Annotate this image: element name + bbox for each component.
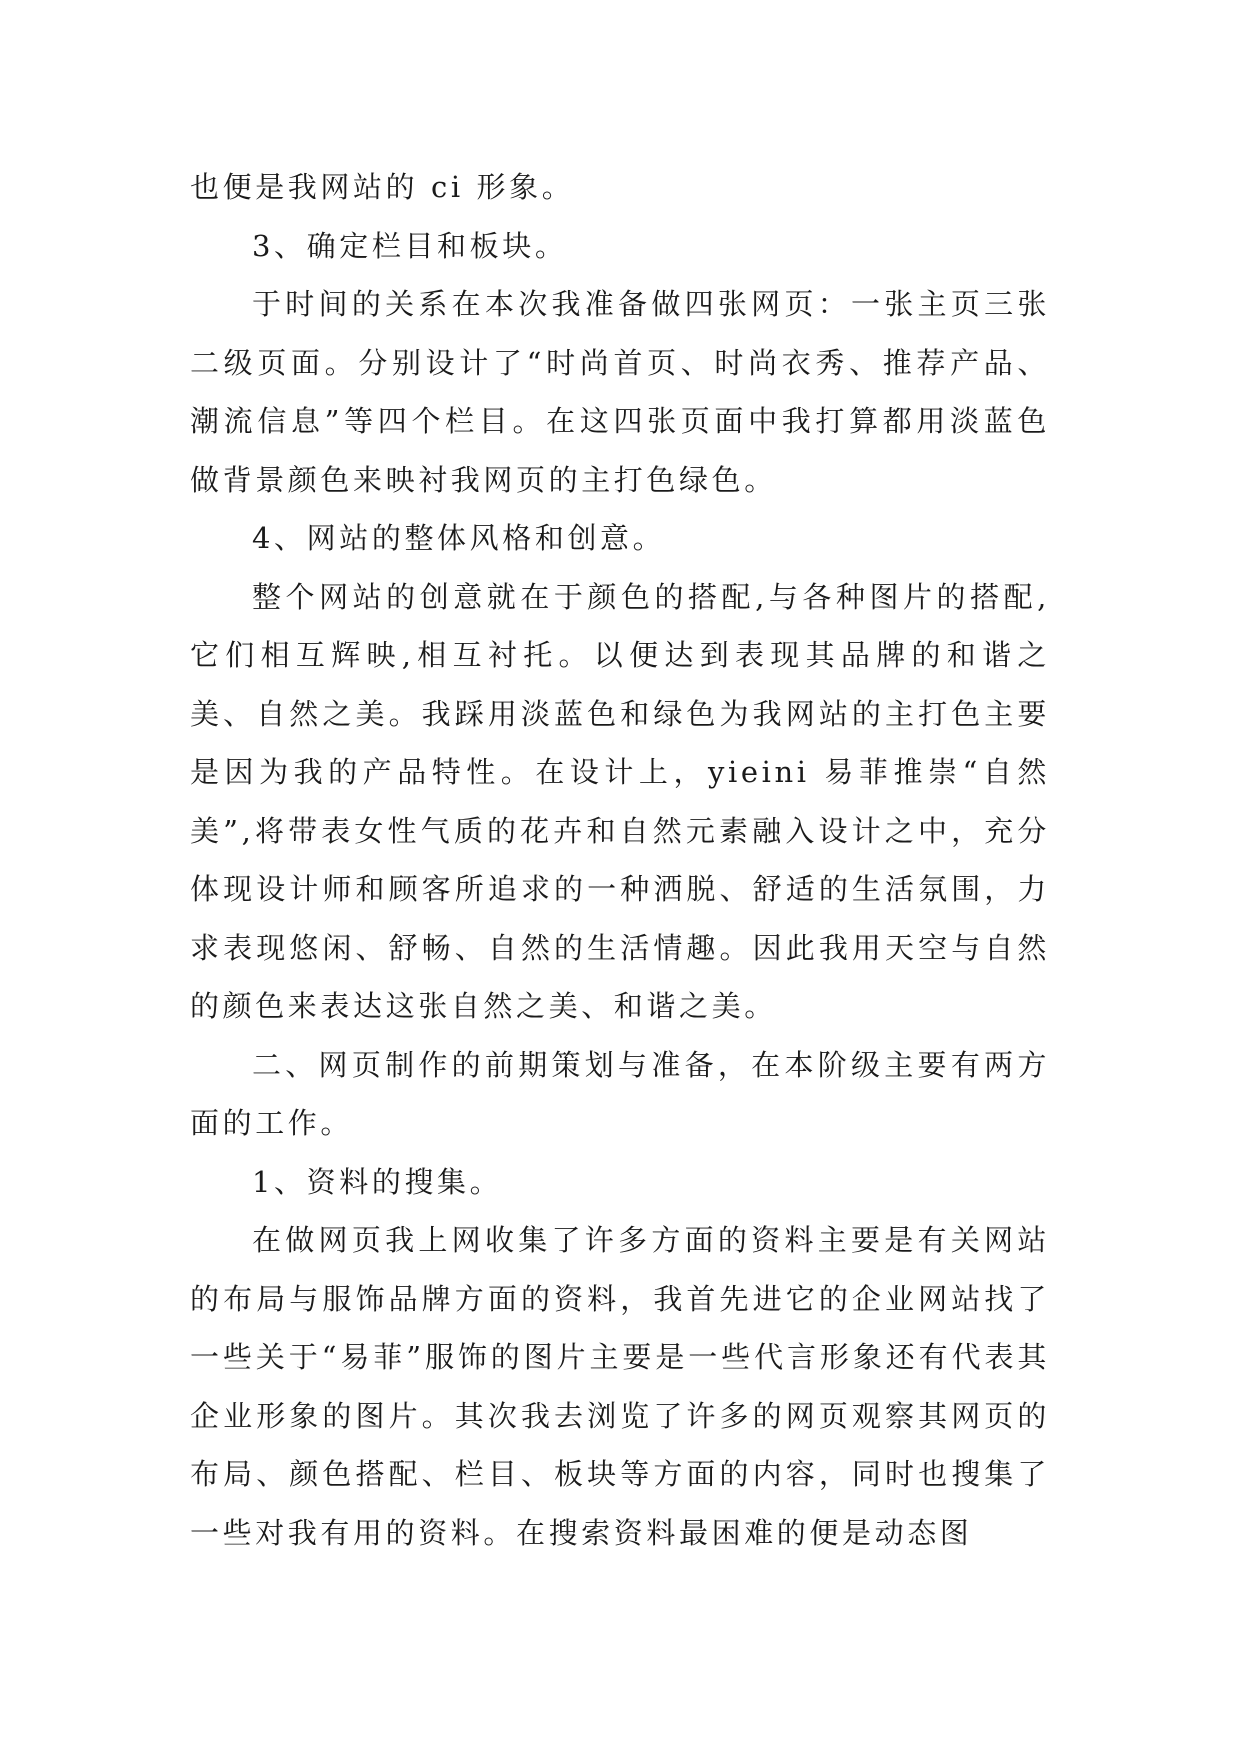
paragraph-2-section-heading: 3、确定栏目和板块。 — [252, 228, 568, 263]
paragraph-8: 在做网页我上网收集了许多方面的资料主要是有关网站的布局与服饰品牌方面的资料，我首先进它的企业网站找了一些关于“易菲”服饰的图片主要是一些代言形象还有代表其企业形象的图片。其次我去浏览了许多的网页观察其网页的布局、颜色搭配、栏目、板块等方面的内容，同时也搜集了一些对我有用的资料。在搜索资料最困难的便是动态图 — [190, 1223, 1050, 1550]
paragraph-1: 也便是我网站的 ci 形象。 — [190, 170, 575, 204]
paragraph-5: 整个网站的创意就在于颜色的搭配,与各种图片的搭配,它们相互辉映,相互衬托。以便达到表现其品牌的和谐之美、自然之美。我踩用淡蓝色和绿色为我网站的主打色主要是因为我的产品特性。在设计上，yieini 易菲推崇“自然美”,将带表女性气质的花卉和自然元素融入设计之中，充分体现设计师和顾客所追求的一种洒脱、舒适的生活氛围，力求表现悠闲、舒畅、自然的生活情趣。因此我用天空与自然的颜色来表达这张自然之美、和谐之美。 — [190, 579, 1050, 1023]
document-body — [190, 158, 1050, 1562]
paragraph-7-section-heading: 1、资料的搜集。 — [252, 1164, 503, 1199]
paragraph-4-section-heading: 4、网站的整体风格和创意。 — [252, 521, 666, 555]
paragraph-6-section-heading: 二、网页制作的前期策划与准备，在本阶级主要有两方面的工作。 — [190, 1047, 1050, 1140]
paragraph-3: 于时间的关系在本次我准备做四张网页：一张主页三张二级页面。分别设计了“时尚首页、时尚衣秀、推荐产品、潮流信息”等四个栏目。在这四张页面中我打算都用淡蓝色做背景颜色来映衬我网页的主打色绿色。 — [190, 287, 1050, 497]
